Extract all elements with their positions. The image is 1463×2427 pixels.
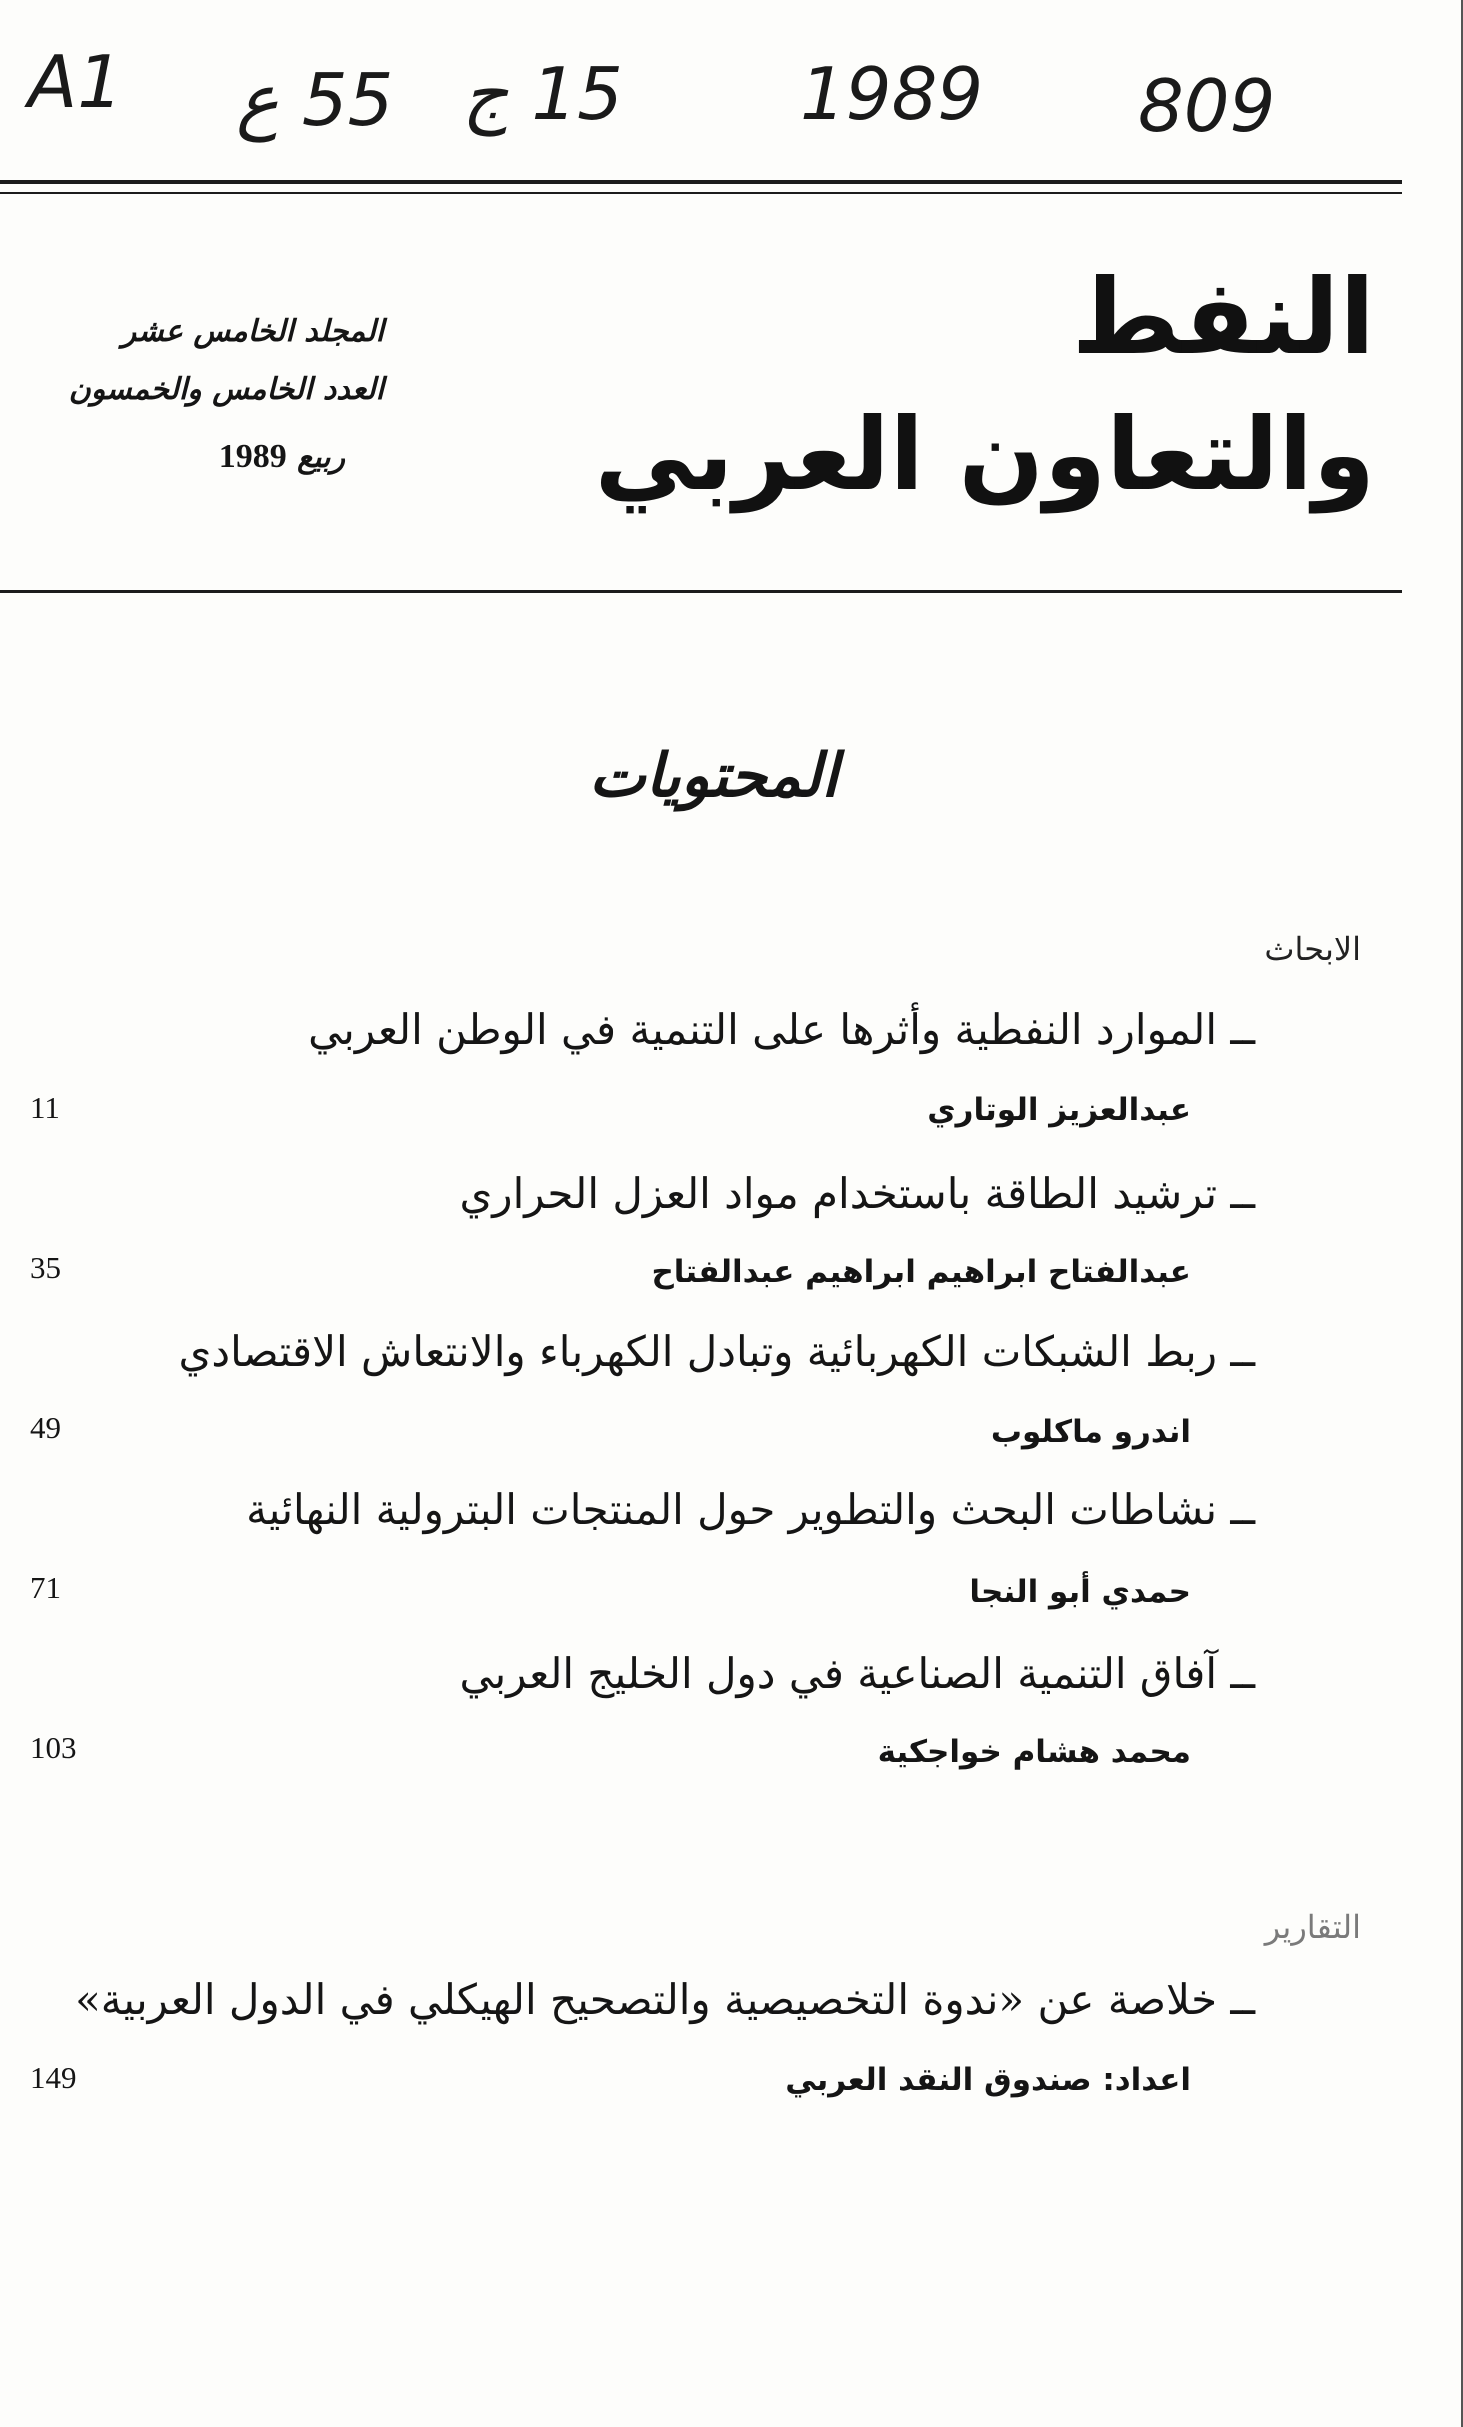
masthead-line2: والتعاون العربي — [594, 396, 1375, 513]
entry-dash: ــ — [1230, 1649, 1255, 1698]
toc-entry-author: اندرو ماكلوب — [990, 1414, 1191, 1450]
issue-season-year — [219, 438, 345, 476]
issue-season: ربيع — [297, 440, 345, 475]
masthead-line1: النفط — [1071, 256, 1375, 378]
entry-title-text: خلاصة عن «ندوة التخصيصية والتصحيح الهيكلي في الدول العربية» — [75, 1975, 1218, 2024]
contents-heading: المحتويات — [589, 741, 838, 811]
entry-dash: ــ — [1230, 1975, 1255, 2024]
toc-entry-page: 49 — [30, 1410, 61, 1445]
section-label-research: الابحاث — [1264, 930, 1361, 968]
toc-entry-page: 35 — [30, 1250, 61, 1285]
handwritten-issue-ref: 15 ج — [462, 52, 623, 136]
handwritten-number: 809 — [1138, 64, 1276, 148]
toc-entry-author: عبدالعزيز الوتاري — [927, 1092, 1191, 1128]
entry-title-text: آفاق التنمية الصناعية في دول الخليج العربي — [459, 1649, 1218, 1698]
toc-entry-author: عبدالفتاح ابراهيم ابراهيم عبدالفتاح — [651, 1254, 1191, 1290]
toc-entry-title — [179, 1326, 1255, 1378]
entry-title-text: نشاطات البحث والتطوير حول المنتجات البترولية النهائية — [246, 1485, 1218, 1534]
header-rule-thin — [0, 192, 1402, 194]
toc-entry-title — [246, 1484, 1255, 1536]
handwritten-volume-ref: 55 ع — [236, 58, 394, 142]
toc-entry-page: 149 — [30, 2060, 77, 2095]
issue-volume: المجلد الخامس عشر — [121, 314, 384, 349]
entry-dash: ــ — [1230, 1169, 1255, 1218]
handwritten-year: 1989 — [800, 52, 984, 136]
entry-title-text: الموارد النفطية وأثرها على التنمية في الوطن العربي — [308, 1005, 1218, 1054]
entry-title-text: ربط الشبكات الكهربائية وتبادل الكهرباء والانتعاش الاقتصادي — [178, 1327, 1218, 1376]
entry-dash: ــ — [1230, 1327, 1255, 1376]
handwritten-code: A1 — [28, 40, 124, 124]
issue-number: العدد الخامس والخمسون — [68, 372, 384, 407]
toc-entry-title — [308, 1004, 1255, 1056]
masthead-rule — [0, 590, 1402, 593]
entry-dash: ــ — [1230, 1005, 1255, 1054]
toc-entry-page: 103 — [30, 1730, 77, 1765]
toc-entry-title — [459, 1648, 1255, 1700]
section-label-reports: التقارير — [1264, 1908, 1361, 1946]
header-rule-thick — [0, 180, 1402, 184]
entry-dash: ــ — [1230, 1485, 1255, 1534]
toc-entry-author: اعداد: صندوق النقد العربي — [785, 2062, 1191, 2098]
toc-entry-page: 11 — [30, 1090, 60, 1125]
issue-year: 1989 — [218, 438, 287, 475]
toc-entry-page: 71 — [30, 1570, 61, 1605]
entry-title-text: ترشيد الطاقة باستخدام مواد العزل الحراري — [459, 1169, 1218, 1218]
toc-entry-title — [75, 1974, 1255, 2026]
toc-entry-title — [459, 1168, 1255, 1220]
toc-entry-author: محمد هشام خواجكية — [877, 1734, 1191, 1770]
toc-entry-author: حمدي أبو النجا — [969, 1574, 1191, 1610]
